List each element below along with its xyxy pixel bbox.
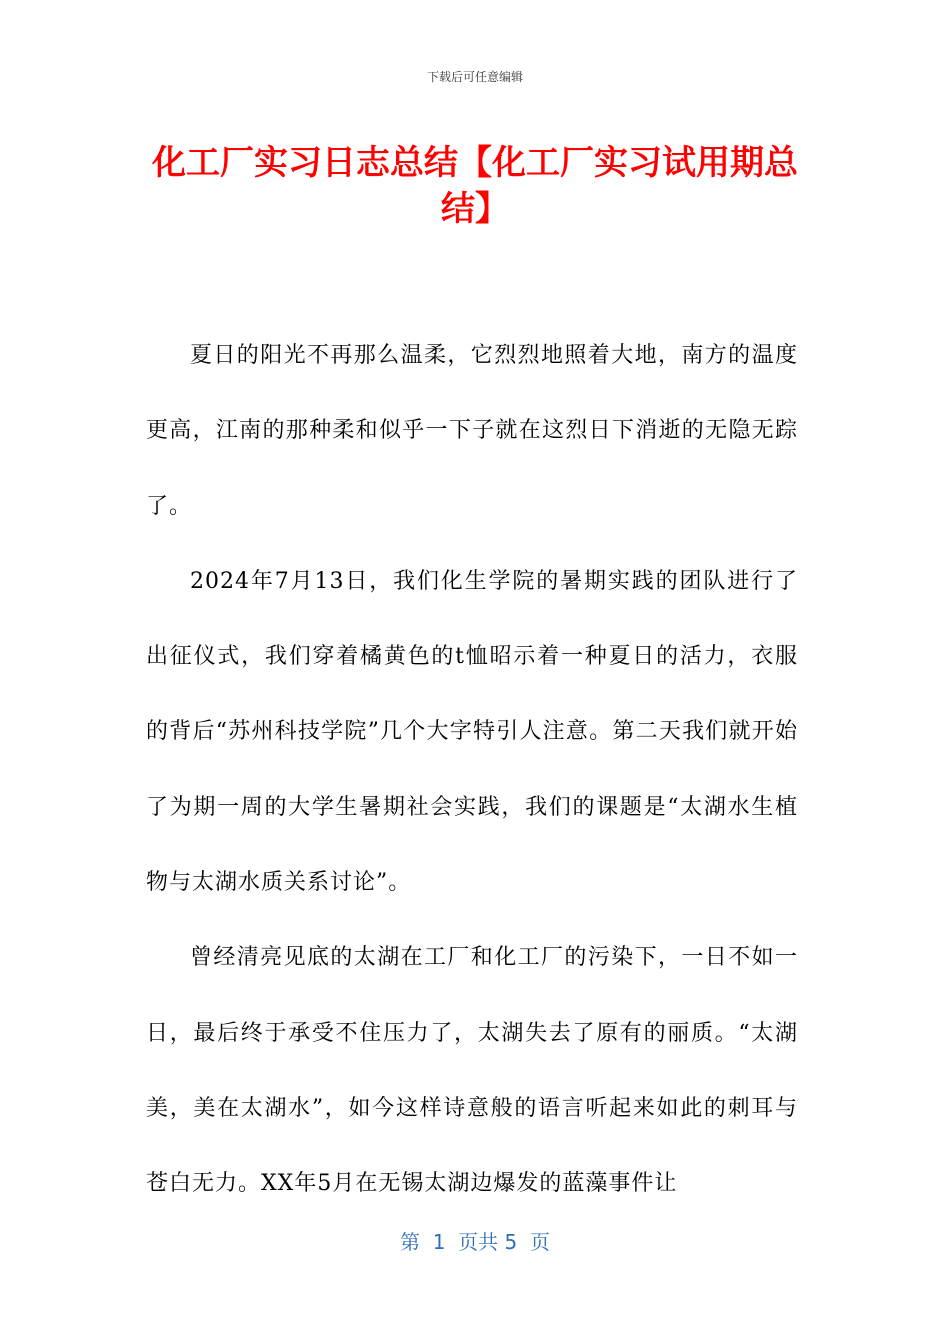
- paragraph-3: 曾经清亮见底的太湖在工厂和化工厂的污染下，一日不如一日，最后终于承受不住压力了，太湖失去了原有的丽质。“太湖美，美在太湖水”，如今这样诗意般的语言听起来如此的刺耳与苍白无力。XX年5月在无锡太湖边爆发的蓝藻事件让: [146, 945, 798, 1197]
- paragraph-2: 2024年7月13日，我们化生学院的暑期实践的团队进行了出征仪式，我们穿着橘黄色的t恤昭示着一种夏日的活力，衣服的背后“苏州科技学院”几个大字特引人注意。第二天我们就开始了为期一周的大学生暑期社会实践，我们的课题是“太湖水生植物与太湖水质关系讨论”。: [146, 568, 798, 896]
- document-title: 化工厂实习日志总结【化工厂实习试用期总结】: [152, 143, 798, 229]
- document-body: [146, 318, 798, 1222]
- paragraph-1: 夏日的阳光不再那么温柔，它烈烈地照着大地，南方的温度更高，江南的那种柔和似乎一下子就在这烈日下消逝的无隐无踪了。: [146, 343, 798, 519]
- header-note: 下载后可任意编辑: [426, 70, 523, 84]
- page-number-footer: 第 1 页共 5 页: [400, 1230, 550, 1254]
